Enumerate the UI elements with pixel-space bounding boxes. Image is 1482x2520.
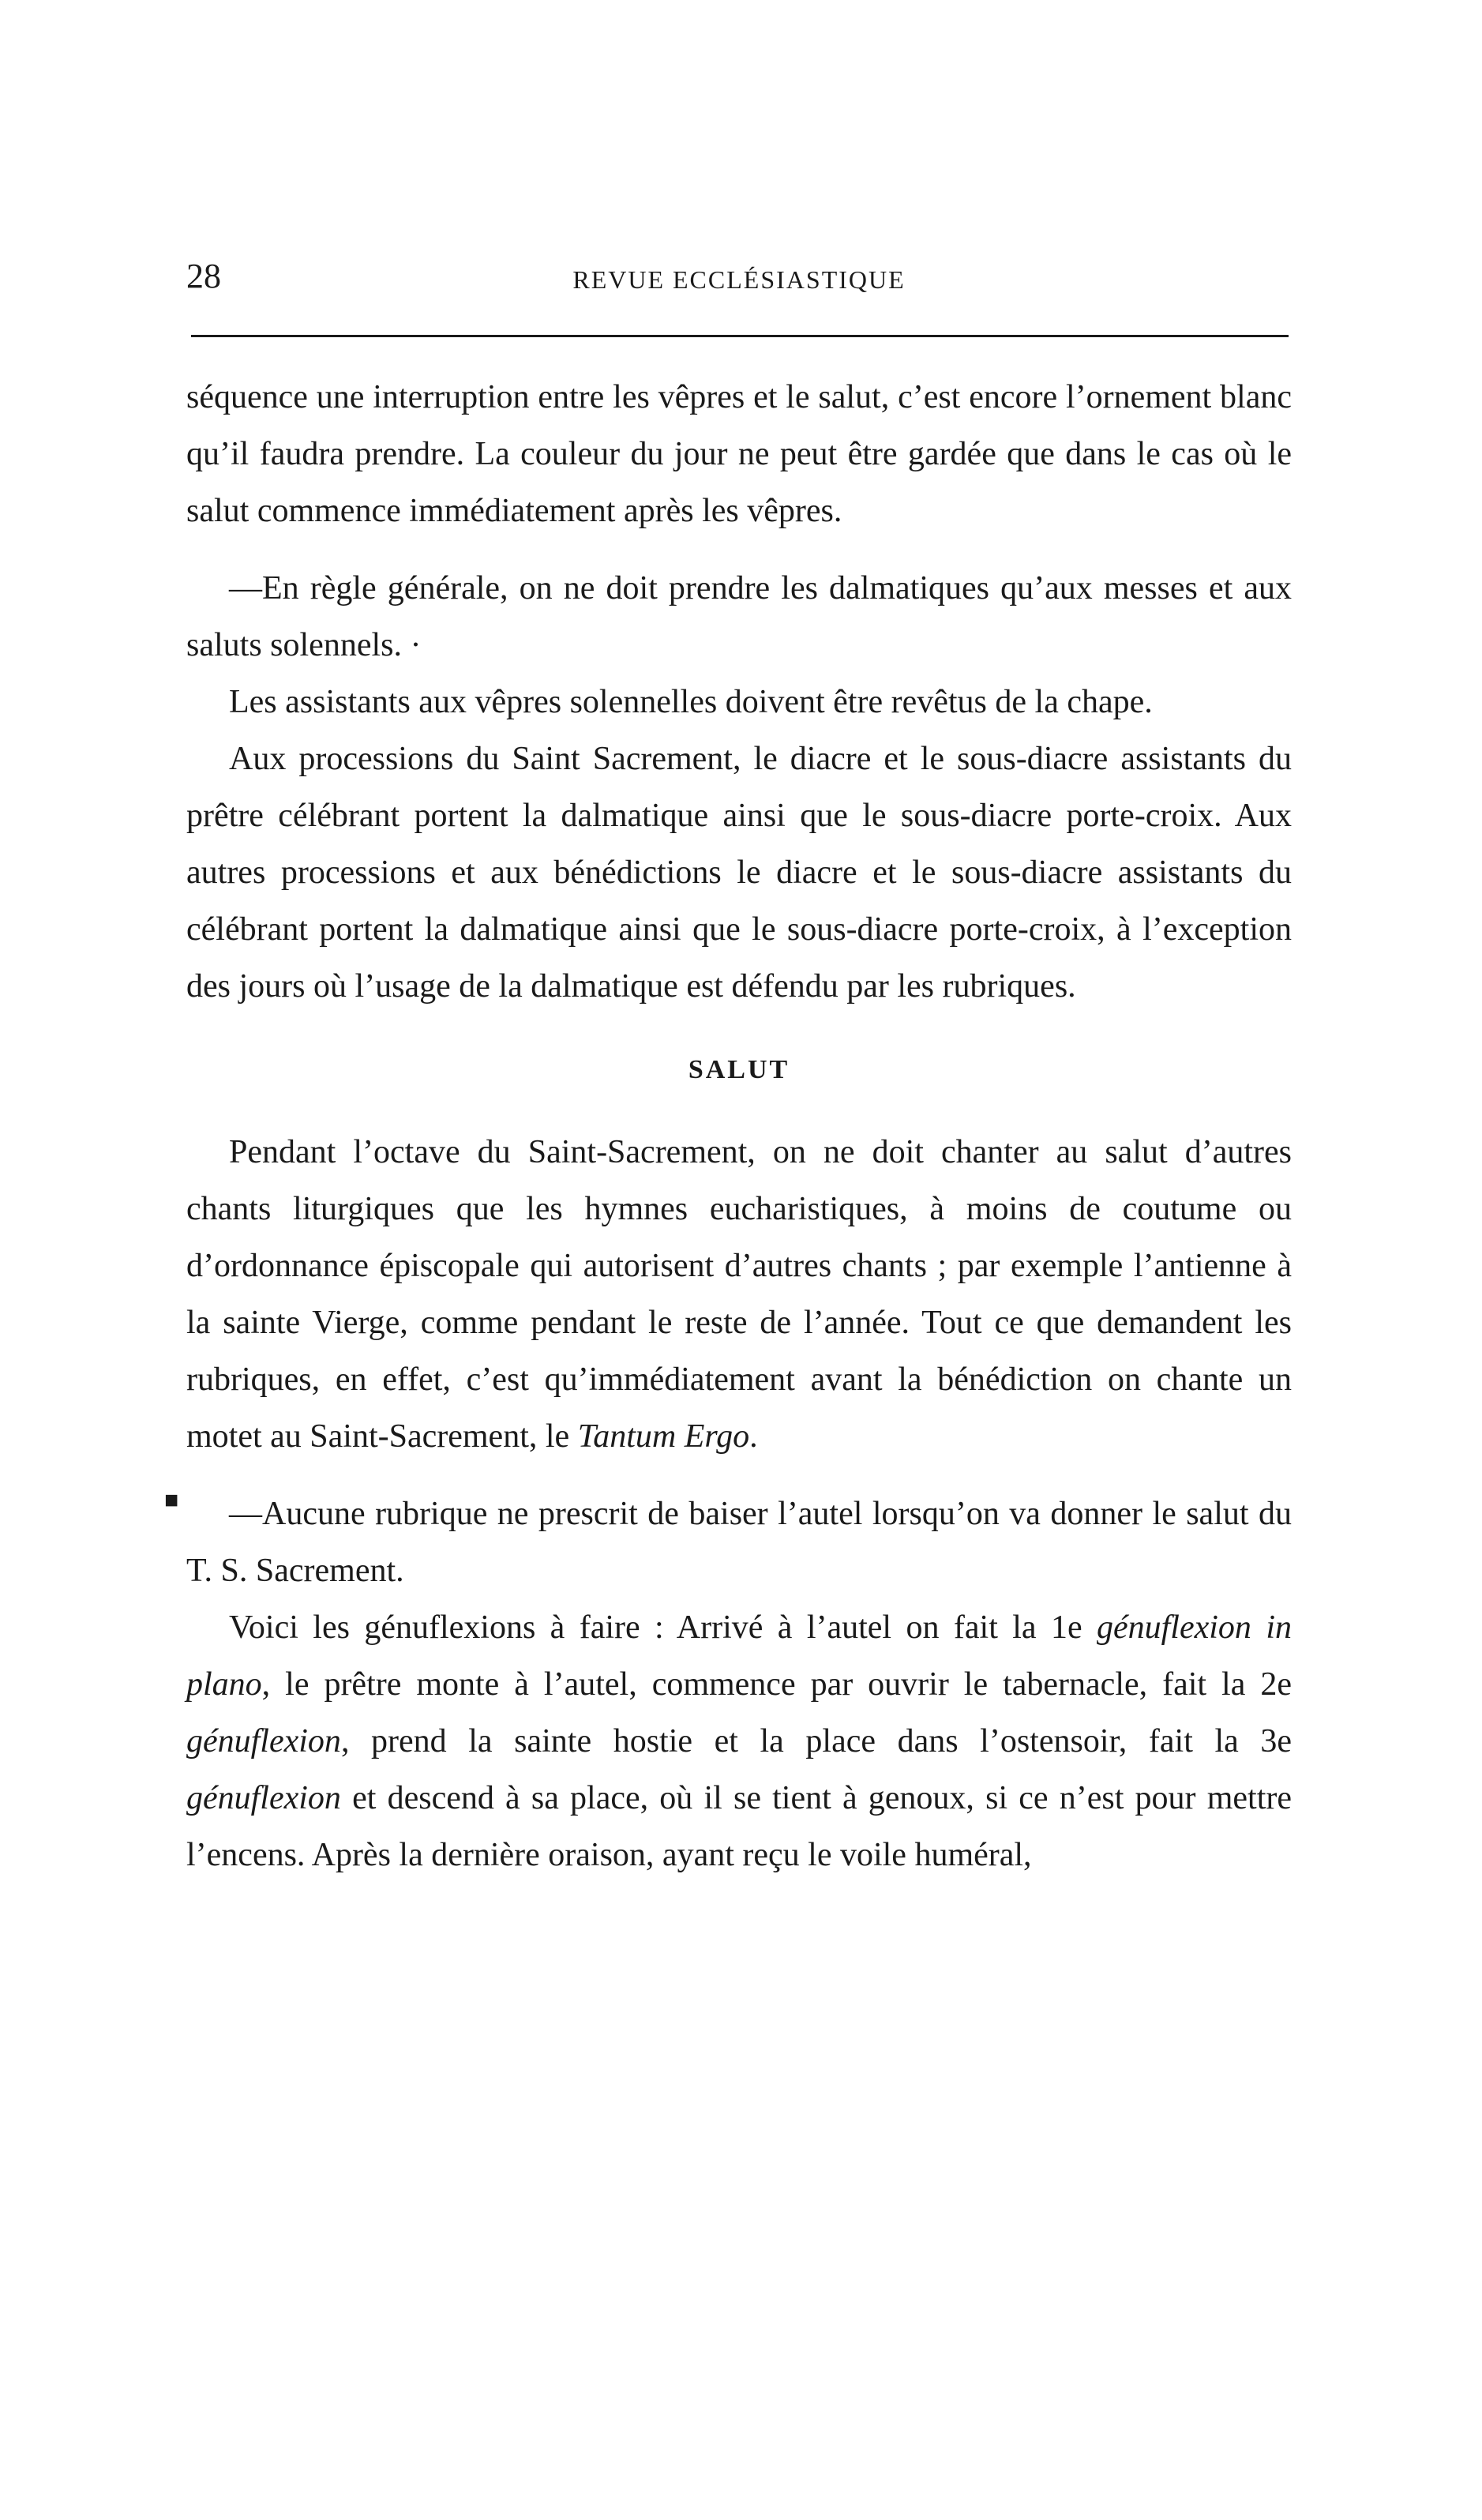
- margin-mark: ■: [164, 1487, 179, 1513]
- genuflexions-text-b: , le prêtre monte à l’autel, commence par ouvrir le tabernacle, fait la 2e: [261, 1666, 1292, 1703]
- paragraph-octave-end: .: [749, 1418, 758, 1455]
- running-title: REVUE ECCLÉSIASTIQUE: [572, 265, 906, 294]
- header-rule: [191, 335, 1289, 337]
- paragraph-chape: Les assistants aux vêpres solennelles doivent être revêtus de la chape.: [229, 684, 1153, 720]
- italic-genuflexion-in-plano: génuflexion in plano: [186, 1609, 1292, 1703]
- page-number: 28: [186, 257, 221, 295]
- genuflexions-text-c: , prend la sainte hostie et la place dans l’ostensoir, fait la 3e: [340, 1723, 1292, 1759]
- italic-genuflexion-2: génuflexion: [186, 1723, 341, 1759]
- paragraph-processions: Aux processions du Saint Sacrement, le diacre et le sous-diacre assistants du prêtre célébrant portent la dalmatique ainsi que le sous-diacre porte-croix. Aux autres processions et aux bénédictions le diacre et le sous-diacre assistants du célébrant portent la dalmatique ainsi que le sous-diacre porte-croix, à l’exception des jours où l’usage de la dalmatique est défendu par les rubriques.: [186, 741, 1292, 1005]
- paragraph-octave-text: Pendant l’octave du Saint-Sacrement, on ne doit chanter au salut d’autres chants liturgiques que les hymnes eucharistiques, à moins de coutume ou d’ordonnance épiscopale qui autorisent d’autres chants ; par exemple l’antienne à la sainte Vierge, comme pendant le reste de l’année. Tout ce que demandent les rubriques, en effet, c’est qu’immédiatement avant la bénédiction on chante un motet au Saint-Sacrement, le: [186, 1134, 1292, 1455]
- genuflexions-text-a: Voici les génuflexions à faire : Arrivé à l’autel on fait la 1e: [229, 1609, 1097, 1646]
- paragraph-baiser-autel-text: —Aucune rubrique ne prescrit de baiser l’autel lorsqu’on va donner le salut du T. S. Sacrement.: [186, 1496, 1292, 1589]
- running-head: [186, 253, 1292, 300]
- italic-tantum-ergo: Tantum Ergo: [577, 1418, 750, 1455]
- paragraph-baiser-autel: [164, 1485, 1292, 1599]
- paragraph-continuation: séquence une interruption entre les vêpres et le salut, c’est encore l’ornement blanc qu’il faudra prendre. La couleur du jour ne peut être gardée que dans le cas où le salut commence immédiatement après les vêpres.: [186, 379, 1292, 529]
- paragraph-dalmatiques: —En règle générale, on ne doit prendre les dalmatiques qu’aux messes et aux saluts solennels. ·: [186, 570, 1292, 663]
- genuflexions-text-d: et descend à sa place, où il se tient à genoux, si ce n’est pour mettre l’encens. Après la dernière oraison, ayant reçu le voile huméral,: [186, 1780, 1292, 1873]
- body-text: [164, 369, 1292, 1883]
- paragraph-octave: [186, 1124, 1292, 1465]
- document-page: [164, 253, 1292, 1883]
- paragraph-genuflexions: [186, 1599, 1292, 1883]
- section-heading: SALUT: [688, 1055, 790, 1084]
- italic-genuflexion-3: génuflexion: [186, 1780, 341, 1816]
